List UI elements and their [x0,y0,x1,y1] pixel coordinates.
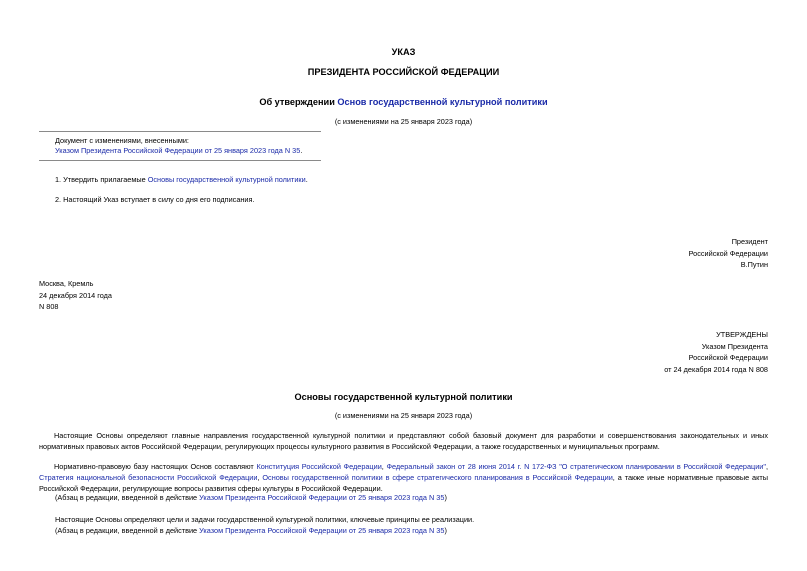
paragraph-3-note-prefix: (Абзац в редакции, введенной в действие [55,526,200,535]
section-changes-note: (с изменениями на 25 января 2023 года) [334,411,473,420]
decree-title: УКАЗ [391,47,416,57]
place-date-block [39,278,112,313]
paragraph-2 [39,462,768,494]
amendments-entry-suffix: . [300,146,303,155]
decree-item-1 [55,175,308,185]
signature-block [689,236,768,271]
paragraph-2-suffix: , а также иные нормативные правовые акты Российской Федерации, регулирующие вопросы развития сферы культуры в Российской Федерации. [39,472,768,493]
decree-heading-prefix: Об утверждении [259,97,338,107]
signature-line-2: Российской Федерации [688,248,768,258]
decree-item-1-prefix: 1. Утвердить прилагаемые [55,175,148,184]
place-line: Москва, Кремль [39,279,94,288]
changes-note: (с изменениями на 25 января 2023 года) [334,117,473,126]
amendments-entry [55,146,302,156]
paragraph-2-note-link[interactable]: Указом Президента Российской Федерации от 25 января 2023 года N 35 [199,493,445,502]
amendment-decree-link[interactable]: Указом Президента Российской Федерации от 25 января 2023 года N 35 [55,146,301,155]
amendments-bottom-divider [39,160,321,161]
paragraph-3: Настоящие Основы определяют цели и задачи государственной культурной политики, ключевые принципы ее реализации. [55,515,475,524]
section-title: Основы государственной культурной политики [294,392,513,402]
paragraph-1-text: Настоящие Основы определяют главные направления государственной культурной политики и представляют собой базовый документ для разработки и совершенствования законодательных и иных нормативных правовых актов Российской Федерации, регулирующих процессы культурного развития в Российской Федерации, а также государственных и муниципальных программ. [39,431,768,451]
paragraph-3-note-suffix: ) [444,526,447,535]
amendments-top-divider [39,131,321,132]
decree-item-1-suffix: . [305,175,308,184]
osnovy-link[interactable]: Основ государственной культурной политики [337,97,548,107]
approved-line-4: от 24 декабря 2014 года N 808 [664,364,768,374]
approved-line-2: Указом Президента [701,341,768,351]
paragraph-2-note-prefix: (Абзац в редакции, введенной в действие [55,493,200,502]
number-line: N 808 [39,302,59,311]
separator: , [765,462,768,471]
item1-osnovy-link[interactable]: Основы государственной культурной политики [147,175,306,184]
signature-line-3: В.Путин [740,260,768,269]
decree-subtitle: ПРЕЗИДЕНТА РОССИЙСКОЙ ФЕДЕРАЦИИ [307,67,500,77]
strategic-planning-basics-link[interactable]: Основы государственной политики в сфере стратегического планирования в Российской Федерации [262,472,613,482]
constitution-link[interactable]: Конституция Российской Федерации [256,462,382,471]
amendments-label: Документ с изменениями, внесенными: [55,136,189,145]
paragraph-3-note-link[interactable]: Указом Президента Российской Федерации от 25 января 2023 года N 35 [199,526,445,535]
approved-block [664,329,768,375]
national-security-strategy-link[interactable]: Стратегия национальной безопасности Российской Федерации [39,472,258,482]
date-line: 24 декабря 2014 года [39,290,112,300]
approved-line-3: Российской Федерации [688,353,768,362]
decree-item-2: 2. Настоящий Указ вступает в силу со дня его подписания. [55,195,255,204]
signature-line-1: Президент [731,237,768,246]
approved-line-1: УТВЕРЖДЕНЫ [716,330,768,339]
decree-heading [0,96,807,108]
paragraph-2-note [55,493,447,503]
paragraph-2-note-suffix: ) [444,493,447,502]
federal-law-172-link[interactable]: Федеральный закон от 28 июня 2014 г. N 172-ФЗ "О стратегическом планировании в Российской Федерации" [386,462,766,471]
paragraph-1 [39,431,768,453]
paragraph-2-prefix: Нормативно-правовую базу настоящих Основ составляют [54,462,257,471]
separator: , [381,462,387,471]
separator: , [257,472,263,482]
paragraph-3-note [55,526,447,536]
